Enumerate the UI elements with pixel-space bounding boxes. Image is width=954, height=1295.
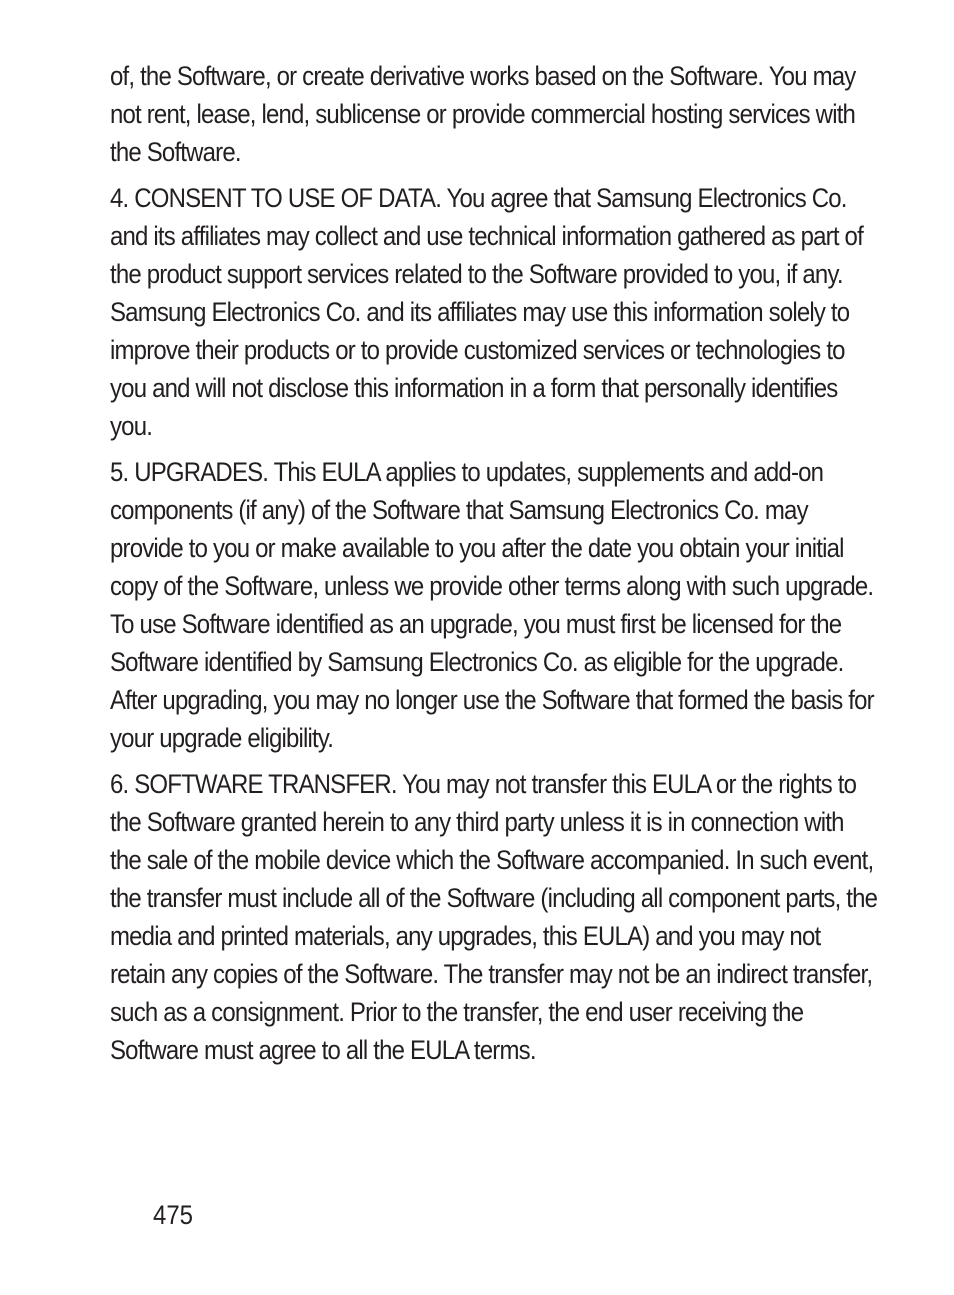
page-number: 475 xyxy=(153,1200,194,1230)
eula-text-body xyxy=(110,57,880,1077)
paragraph-consent-to-use-of-data: 4. CONSENT TO USE OF DATA. You agree that Samsung Electronics Co. and its affiliates may collect and use technical information gathered as part of the product support services related to the Software provided to you, if any. Samsung Electronics Co. and its affiliates may use this information solely to improve their products or to provide customized services or technologies to you and will not disclose this information in a form that personally identifies you. xyxy=(110,183,863,441)
paragraph-upgrades: 5. UPGRADES. This EULA applies to updates, supplements and add-on components (if any) of the Software that Samsung Electronics Co. may provide to you or make available to you after the date you obtain your initial copy of the Software, unless we provide other terms along with such upgrade. To use Software identified as an upgrade, you must first be licensed for the Software identified by Samsung Electronics Co. as eligible for the upgrade. After upgrading, you may no longer use the Software that formed the basis for your upgrade eligibility. xyxy=(110,457,874,753)
paragraph-software-restrictions-continued: of, the Software, or create derivative works based on the Software. You may not rent, lease, lend, sublicense or provide commercial hosting services with the Software. xyxy=(110,61,856,167)
paragraph-software-transfer: 6. SOFTWARE TRANSFER. You may not transfer this EULA or the rights to the Software granted herein to any third party unless it is in connection with the sale of the mobile device which the Software accompanied. In such event, the transfer must include all of the Software (including all component parts, the media and printed materials, any upgrades, this EULA) and you may not retain any copies of the Software. The transfer may not be an indirect transfer, such as a consignment. Prior to the transfer, the end user receiving the Software must agree to all the EULA terms. xyxy=(110,769,878,1065)
